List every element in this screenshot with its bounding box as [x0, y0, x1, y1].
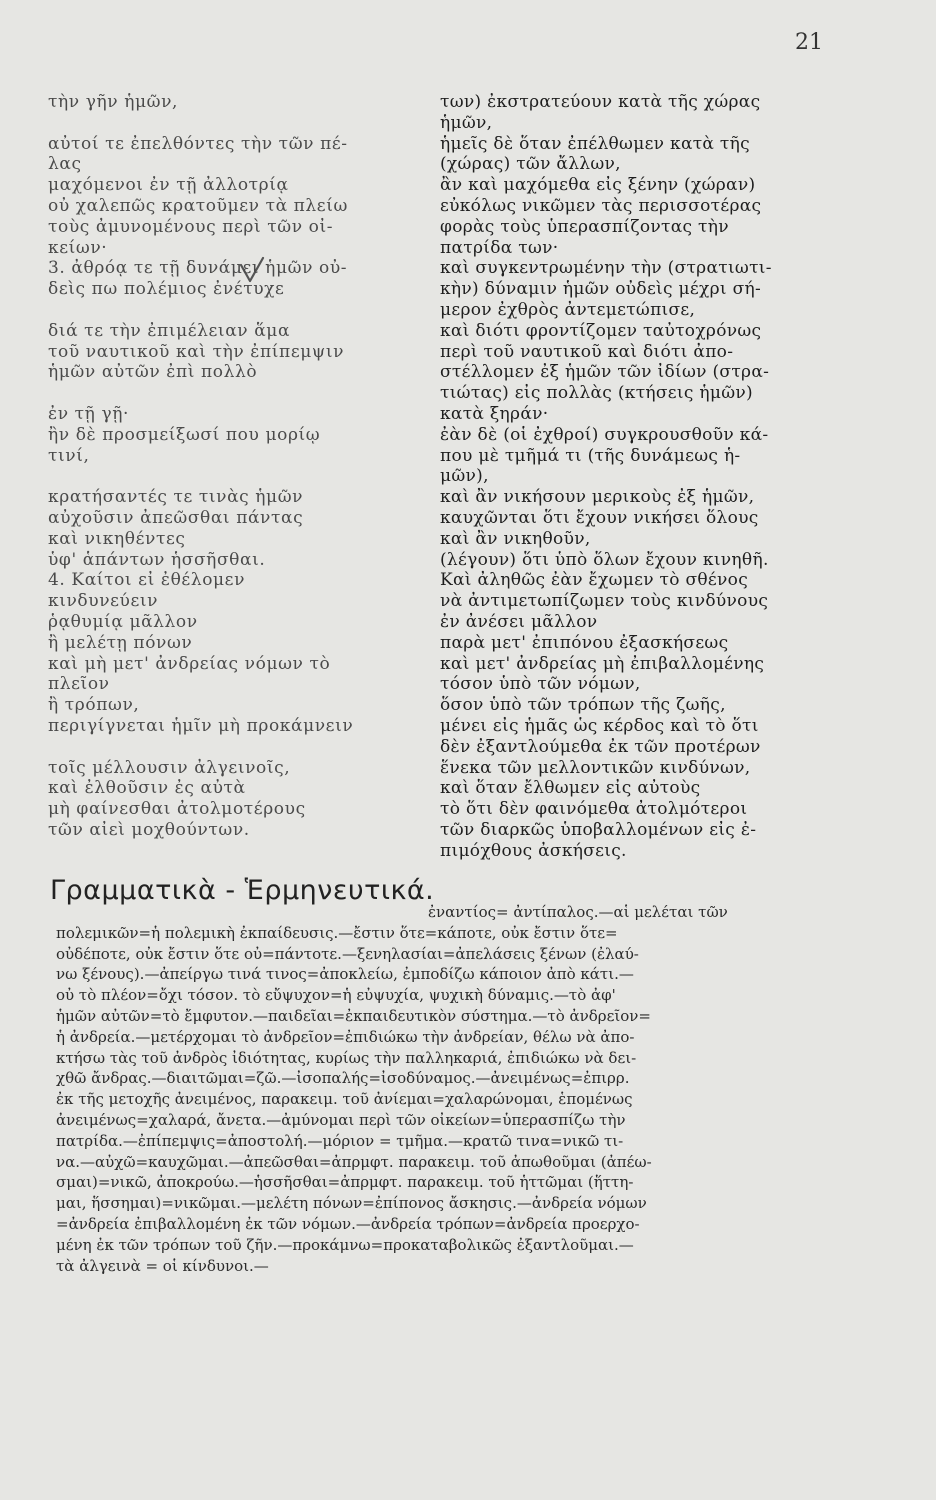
translation-line: κὴν) δύναμιν ἡμῶν οὐδεὶς μέχρι σή-: [440, 279, 762, 300]
ancient-text-line: ἐν τῇ γῇ·: [48, 403, 130, 424]
translation-line: ἐὰν δὲ (οἱ ἐχθροί) συγκρουσθοῦν κά-: [440, 424, 769, 445]
translation-line: που μὲ τμῆμά τι (τῆς δυνάμεως ἡ-: [440, 445, 741, 466]
grammar-note-line: μαι, ἥσσημαι)=νικῶμαι.—μελέτη πόνων=ἐπίπονος ἄσκησις.—ἀνδρεία νόμων: [56, 1194, 647, 1213]
translation-line: περὶ τοῦ ναυτικοῦ καὶ διότι ἀπο-: [440, 341, 734, 362]
translation-line: μερον ἐχθρὸς ἀντεμετώπισε,: [440, 299, 696, 320]
ancient-text-line: καὶ μὴ μετ' ἀνδρείας νόμων τὸ: [48, 653, 331, 674]
translation-line: νὰ ἀντιμετωπίζωμεν τοὺς κινδύνους: [440, 591, 769, 612]
translation-line: καὶ ἂν νικήσουν μερικοὺς ἐξ ἡμῶν,: [440, 487, 755, 508]
grammar-note-line: πατρίδα.—ἐπίπεμψις=ἀποστολή.—μόριον = τμῆμα.—κρατῶ τινα=νικῶ τι-: [56, 1131, 624, 1150]
ancient-text-line: τῶν αἰεὶ μοχθούντων.: [48, 819, 250, 840]
translation-line: τὸ ὅτι δὲν φαινόμεθα ἀτολμότεροι: [440, 799, 748, 820]
ancient-text-line: αὐτοί τε ἐπελθόντες τὴν τῶν πέ-: [48, 133, 348, 154]
grammar-note-line: μένη ἐκ τῶν τρόπων τοῦ ζῆν.—προκάμνω=προκαταβολικῶς ἐξαντλοῦμαι.—: [56, 1235, 634, 1254]
translation-line: καὶ συγκεντρωμένην τὴν (στρατιωτι-: [440, 258, 772, 279]
ancient-text-line: τοῦ ναυτικοῦ καὶ τὴν ἐπίπεμψιν: [48, 341, 345, 362]
ancient-text-line: ῥᾳθυμίᾳ μᾶλλον: [48, 611, 198, 632]
ancient-text-line: αὐχοῦσιν ἀπεῶσθαι πάντας: [48, 507, 304, 528]
translation-line: ἕνεκα τῶν μελλοντικῶν κινδύνων,: [440, 757, 751, 778]
ancient-text-line: [48, 737, 428, 758]
translation-line: καὶ ἂν νικηθοῦν,: [440, 528, 591, 549]
translation-line: εὐκόλως νικῶμεν τὰς περισσοτέρας: [440, 195, 762, 216]
ancient-text-line: καὶ νικηθέντες: [48, 528, 186, 549]
translation-line: τόσον ὑπὸ τῶν νόμων,: [440, 674, 641, 695]
ancient-text-line: καὶ ἐλθοῦσιν ἐς αὐτὰ: [48, 778, 246, 799]
translation-line: δὲν ἐξαντλούμεθα ἐκ τῶν προτέρων: [440, 736, 761, 757]
translation-line: (λέγουν) ὅτι ὑπὸ ὅλων ἔχουν κινηθῆ.: [440, 549, 769, 570]
ancient-text-line: οὐ χαλεπῶς κρατοῦμεν τὰ πλείω: [48, 195, 348, 216]
ancient-text-column: [48, 92, 428, 841]
translation-line: τιώτας) εἰς πολλὰς (κτήσεις ἡμῶν): [440, 383, 753, 404]
ancient-text-line: ἢ τρόπων,: [48, 695, 140, 716]
translation-line: τῶν διαρκῶς ὑποβαλλομένων εἰς ἐ-: [440, 819, 757, 840]
translation-line: πιμόχθους ἀσκήσεις.: [440, 840, 627, 861]
grammar-note-line: νω ξένους).—ἀπείργω τινά τινος=ἀποκλείω, ἐμποδίζω κάποιον ἀπὸ κάτι.—: [56, 965, 634, 984]
grammar-note-line: ἐναντίος= ἀντίπαλος.—αἱ μελέται τῶν: [428, 903, 728, 921]
ancient-text-line: διά τε τὴν ἐπιμέλειαν ἅμα: [48, 320, 291, 341]
page-number: 21: [795, 30, 823, 55]
translation-line: στέλλομεν ἐξ ἡμῶν τῶν ἰδίων (στρα-: [440, 362, 770, 383]
translation-line: πατρίδα των·: [440, 237, 559, 258]
translation-line: μένει εἰς ἡμᾶς ὡς κέρδος καὶ τὸ ὅτι: [440, 715, 759, 736]
translation-line: καὶ ὅταν ἔλθωμεν εἰς αὐτοὺς: [440, 778, 701, 799]
ancient-text-line: [48, 383, 428, 404]
ancient-text-line: [48, 466, 428, 487]
ancient-text-line: [48, 113, 428, 134]
ancient-text-line: ἢ μελέτῃ πόνων: [48, 632, 193, 653]
translation-line: ἡμῶν,: [440, 112, 493, 133]
translation-line: ἐν ἀνέσει μᾶλλον: [440, 611, 598, 632]
ancient-text-line: περιγίγνεται ἡμῖν μὴ προκάμνειν: [48, 715, 354, 736]
grammar-note-line: οὐ τὸ πλέον=ὄχι τόσον. τὸ εὔψυχον=ἡ εὐψυχία, ψυχικὴ δύναμις.—τὸ ἀφ': [56, 986, 616, 1005]
translation-line: καὶ μετ' ἀνδρείας μὴ ἐπιβαλλομένης: [440, 653, 765, 674]
grammar-note-line: να.—αὐχῶ=καυχῶμαι.—ἀπεῶσθαι=ἀπρμφτ. παρακειμ. τοῦ ἀπωθοῦμαι (ἀπέω-: [56, 1152, 652, 1171]
ancient-text-line: 3. ἀθρόᾳ τε τῇ δυνάμει ἡμῶν οὐ-: [48, 258, 348, 279]
translation-line: Καὶ ἀληθῶς ἐὰν ἔχωμεν τὸ σθένος: [440, 570, 749, 591]
grammar-note-line: τὰ ἀλγεινὰ = οἱ κίνδυνοι.—: [56, 1256, 269, 1275]
ancient-text-line: κρατήσαντές τε τινὰς ἡμῶν: [48, 487, 304, 508]
ancient-text-line: τοὺς ἀμυνομένους περὶ τῶν οἰ-: [48, 216, 334, 237]
grammar-heading: Γραμματικὰ - Ἑρμηνευτικά.: [50, 875, 435, 906]
ancient-text-line: ὑφ' ἁπάντων ἡσσῆσθαι.: [48, 549, 266, 570]
grammar-note-line: κτήσω τὰς τοῦ ἀνδρὸς ἰδιότητας, κυρίως τὴν παλληκαριά, ἐπιδιώκω νὰ δει-: [56, 1048, 637, 1067]
translation-line: παρὰ μετ' ἐπιπόνου ἐξασκήσεως: [440, 632, 729, 653]
grammar-note-line: πολεμικῶν=ἡ πολεμικὴ ἐκπαίδευσις.—ἔστιν ὅτε=κάποτε, οὐκ ἔστιν ὅτε=: [56, 923, 618, 942]
grammar-note-line: χθῶ ἄνδρας.—διαιτῶμαι=ζῶ.—ἰσοπαλής=ἰσοδύναμος.—ἀνειμένως=ἐπιρρ.: [56, 1069, 630, 1088]
translation-line: των) ἐκστρατεύουν κατὰ τῆς χώρας: [440, 92, 761, 112]
grammar-note-line: ἐκ τῆς μετοχῆς ἀνειμένος, παρακειμ. τοῦ ἀνίεμαι=χαλαρώνομαι, ἑπομένως: [56, 1090, 633, 1109]
translation-line: φορὰς τοὺς ὑπερασπίζοντας τὴν: [440, 216, 729, 237]
translation-line: μῶν),: [440, 466, 489, 487]
ancient-text-line: 4. Καίτοι εἰ ἐθέλομεν: [48, 570, 246, 591]
grammar-note-line: ἀνειμένως=χαλαρά, ἄνετα.—ἀμύνομαι περὶ τῶν οἰκείων=ὑπερασπίζω τὴν: [56, 1110, 626, 1129]
ancient-text-line: ἢν δὲ προσμείξωσί που μορίῳ: [48, 424, 321, 445]
translation-column: [440, 92, 900, 861]
grammar-note-line: ἡμῶν αὐτῶν=τὸ ἔμφυτον.—παιδεῖαι=ἐκπαιδευτικὸν σύστημα.—τὸ ἀνδρεῖον=: [56, 1006, 651, 1025]
translation-line: ἂν καὶ μαχόμεθα εἰς ξένην (χώραν): [440, 175, 756, 196]
translation-line: καυχῶνται ὅτι ἔχουν νικήσει ὅλους: [440, 507, 759, 528]
ancient-text-line: λας: [48, 154, 82, 175]
ancient-text-line: [48, 300, 428, 321]
translation-line: κατὰ ξηράν·: [440, 403, 549, 424]
translation-line: ἡμεῖς δὲ ὅταν ἐπέλθωμεν κατὰ τῆς: [440, 133, 750, 154]
grammar-note-line: οὐδέποτε, οὐκ ἔστιν ὅτε οὐ=πάντοτε.—ξενηλασίαι=ἀπελάσεις ξένων (ἐλαύ-: [56, 944, 639, 963]
translation-line: (χώρας) τῶν ἄλλων,: [440, 154, 621, 175]
grammar-note-line: σμαι)=νικῶ, ἀποκρούω.—ἡσσῆσθαι=ἀπρμφτ. παρακειμ. τοῦ ἡττῶμαι (ἥττη-: [56, 1173, 634, 1192]
ancient-text-line: κινδυνεύειν: [48, 591, 159, 612]
translation-line: ὅσον ὑπὸ τῶν τρόπων τῆς ζωῆς,: [440, 695, 726, 716]
ancient-text-line: ἡμῶν αὐτῶν ἐπὶ πολλὸ: [48, 362, 258, 383]
ancient-text-line: τοῖς μέλλουσιν ἀλγεινοῖς,: [48, 757, 291, 778]
ancient-text-line: μαχόμενοι ἐν τῇ ἀλλοτρίᾳ: [48, 175, 289, 196]
grammar-notes: [56, 902, 846, 1276]
ancient-text-line: δεὶς πω πολέμιος ἐνέτυχε: [48, 279, 285, 300]
ancient-text-line: μὴ φαίνεσθαι ἀτολμοτέρους: [48, 799, 306, 820]
ancient-text-line: πλεῖον: [48, 674, 110, 695]
grammar-note-line: ἡ ἀνδρεία.—μετέρχομαι τὸ ἀνδρεῖον=ἐπιδιώκω τὴν ἀνδρείαν, θέλω νὰ ἀπο-: [56, 1027, 635, 1046]
ancient-text-line: κείων·: [48, 237, 108, 258]
grammar-note-line: =ἀνδρεία ἐπιβαλλομένη ἐκ τῶν νόμων.—ἀνδρεία τρόπων=ἀνδρεία προερχο-: [56, 1214, 640, 1233]
translation-line: καὶ διότι φροντίζομεν ταὐτοχρόνως: [440, 320, 762, 341]
ancient-text-line: τινί,: [48, 445, 90, 466]
ancient-text-line: τὴν γῆν ἡμῶν,: [48, 92, 179, 112]
